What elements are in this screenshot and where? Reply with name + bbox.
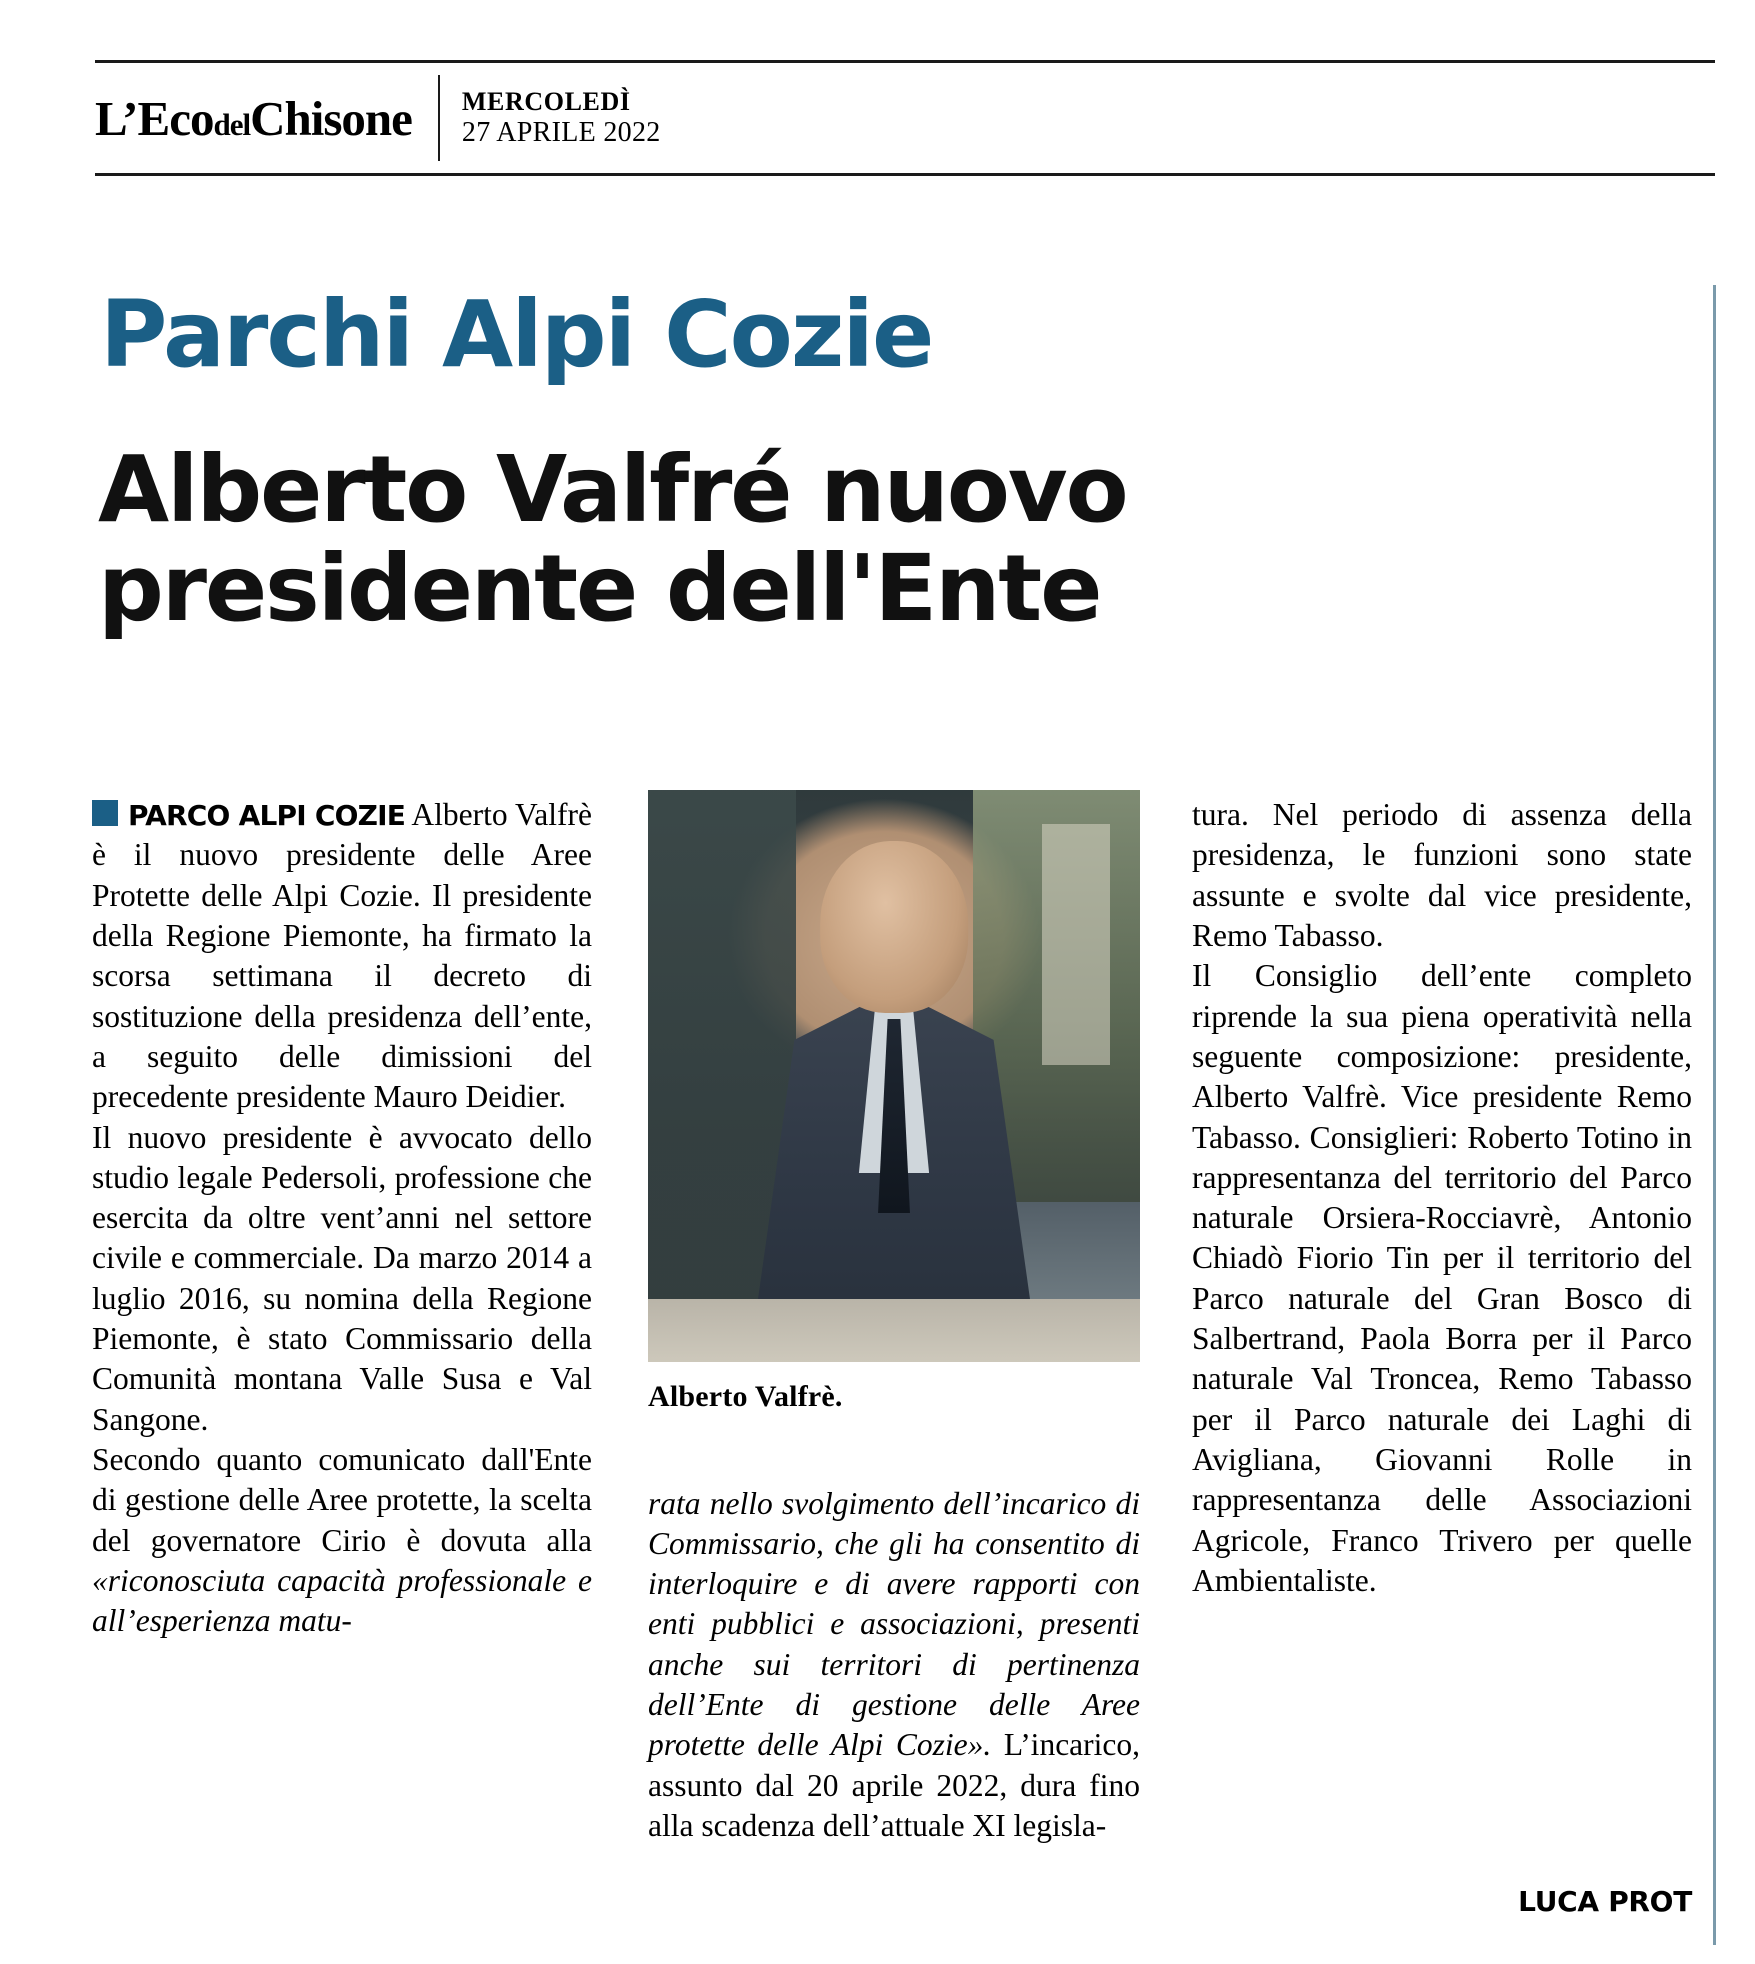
photo-background-frame (1042, 824, 1111, 1064)
article-photo-block (648, 790, 1140, 1414)
lead-label: PARCO ALPI COZIE (128, 799, 406, 832)
photo-caption: Alberto Valfrè. (648, 1380, 843, 1413)
headline-line-2: presidente dell'Ente (98, 535, 1101, 643)
bullet-square-icon (92, 800, 118, 826)
col1-paragraph-3-quote: «riconosciuta capacità professionale e all’esperienza matu- (92, 1562, 592, 1639)
col1-paragraph-3-plain: Secondo quanto comunicato dall'Ente di gestione delle Aree protette, la scelta del governatore Cirio è dovuta alla (92, 1442, 592, 1558)
headline-line-1: Alberto Valfré nuovo (98, 436, 1127, 543)
article-column-2 (648, 1452, 1140, 1878)
article-kicker: Parchi Alpi Cozie (100, 281, 933, 388)
portrait-photo (648, 790, 1140, 1362)
issue-date: 27 APRILE 2022 (461, 116, 661, 148)
col1-paragraph-3 (92, 1440, 592, 1642)
photo-head (820, 841, 968, 1013)
lead-paragraph (92, 795, 592, 1118)
photo-desk (648, 1299, 1140, 1362)
issue-date-block (440, 87, 661, 149)
logo-part-4: Chisone (250, 90, 412, 146)
issue-weekday: MERCOLEDÌ (461, 86, 631, 116)
col1-paragraph-1: Alberto Valfrè è il nuovo presidente delle Aree Protette delle Alpi Cozie. Il presidente della Regione Piemonte, ha firmato la scorsa settimana il decreto di sostituzione della presidenza dell’ente, a seguito delle dimissioni del precedente presidente Mauro Deidier. (92, 797, 592, 1115)
col1-paragraph-2: Il nuovo presidente è avvocato dello studio legale Pedersoli, professione che esercita da oltre vent’anni nel settore civile e commerciale. Da marzo 2014 a luglio 2016, su nomina della Regione Piemonte, è stato Commissario della Comunità montana Valle Susa e Val Sangone. (92, 1119, 592, 1437)
col2-quote-continuation: rata nello svolgimento dell’incarico di Commissario, che gli ha consentito di interloquire e di avere rapporti con enti pubblici e associazioni, presenti anche sui territori di pertinenza dell’Ente di gestione delle Aree protette delle Alpi Cozie». (648, 1485, 1140, 1763)
publication-logo (95, 90, 438, 147)
logo-part-3: del (213, 106, 251, 142)
article-headline (98, 436, 1598, 643)
article-column-1 (92, 795, 592, 1642)
col3-paragraph-2: Il Consiglio dell’ente completo riprende la sua piena operatività nella seguente composizione: presidente, Alberto Valfrè. Vice presidente Remo Tabasso. Consiglieri: Roberto Totino in rappresentanza del territorio del Parco naturale Orsiera-Rocciavrè, Antonio Chiadò Fiorio Tin per il territorio del Parco naturale del Gran Bosco di Salbertrand, Paola Borra per il Parco naturale Val Troncea, Remo Tabasso per il Parco naturale dei Laghi di Avigliana, Giovanni Rolle in rappresentanza delle Associazioni Agricole, Franco Trivero per quelle Ambientaliste. (1192, 958, 1692, 1598)
masthead (95, 60, 1715, 176)
col2-paragraph (648, 1484, 1140, 1847)
col3-paragraph-1: tura. Nel periodo di assenza della presidenza, le funzioni sono state assunte e svolte dal vice presidente, Remo Tabasso. (1192, 797, 1692, 953)
col2-plain-text: L’incarico, assunto dal 20 aprile 2022, dura fino alla scadenza dell’attuale XI legisla- (648, 1727, 1140, 1843)
page-right-rule (1713, 285, 1716, 1945)
article-byline: LUCA PROT (1518, 1885, 1692, 1918)
logo-part-2: Eco (137, 90, 214, 146)
logo-part-1: L’ (95, 90, 138, 146)
article-column-3 (1192, 795, 1692, 1601)
